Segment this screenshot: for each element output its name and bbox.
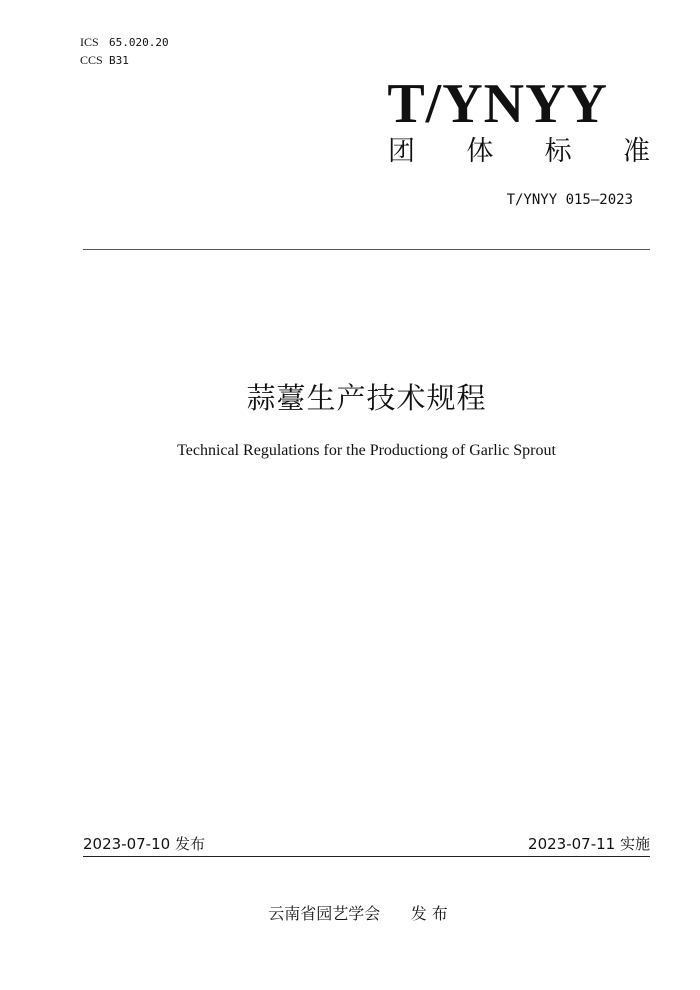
publisher: 云南省园艺学会 发 布	[268, 904, 448, 923]
implement-date: 2023-07-11 实施	[528, 835, 650, 853]
document-title-chinese: 蒜薹生产技术规程	[246, 381, 487, 415]
standard-type-char: 团	[388, 136, 415, 167]
standard-code-logo: T/YNYY	[387, 73, 608, 135]
ccs-classification	[80, 53, 129, 68]
standard-type-char: 体	[466, 136, 494, 167]
top-divider	[83, 249, 650, 250]
document-title-english: Technical Regulations for the Productiong of Garlic Sprout	[177, 442, 556, 459]
ccs-label: CCS	[80, 53, 103, 67]
standard-number: T/YNYY 015—2023	[506, 192, 633, 208]
ics-classification	[80, 35, 169, 50]
standard-type	[388, 134, 650, 170]
ics-value: 65.020.20	[109, 36, 169, 49]
standard-type-char: 标	[544, 136, 572, 167]
bottom-divider	[83, 856, 650, 857]
standard-type-char: 准	[622, 136, 650, 167]
publish-date: 2023-07-10 发布	[83, 835, 205, 853]
ics-label: ICS	[80, 35, 99, 49]
ccs-value: B31	[109, 54, 129, 67]
